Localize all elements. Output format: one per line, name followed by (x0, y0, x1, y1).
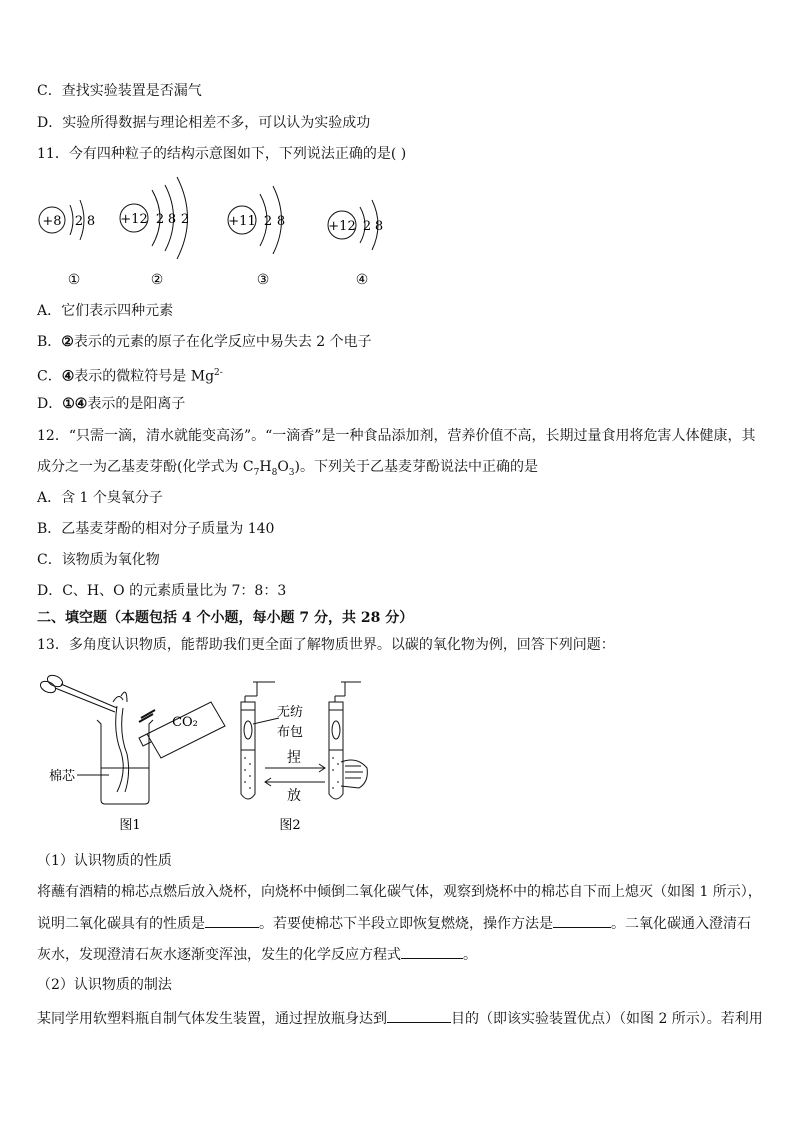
q12-option-b: B．乙基麦芽酚的相对分子质量为 140 (37, 521, 275, 537)
answer-blank-2[interactable] (553, 914, 611, 928)
atom-diagram-3 (228, 186, 285, 288)
atom-diagram-1 (39, 200, 95, 288)
q13-part1-title: （1）认识物质的性质 (37, 853, 172, 869)
q13-part2-title: （2）认识物质的制法 (37, 977, 172, 993)
q12-stem-line2: 成分之一为乙基麦芽酚(化学式为 $C_7H_8O_3$)。下列关于乙基麦芽酚说法中正确的是 (37, 459, 538, 478)
atom-structure-diagrams (30, 172, 410, 292)
q11-option-d: D．①④表示的是阳离子 (37, 396, 186, 412)
q13-part1-line3: 灰水，发现澄清石灰水逐渐变浑浊，发生的化学反应方程式 。 (37, 947, 477, 963)
answer-blank-1[interactable] (205, 914, 259, 928)
q11-option-b: B．②表示的元素的原子在化学反应中易失去 2 个电子 (37, 334, 372, 350)
answer-blank-3[interactable] (401, 945, 463, 959)
atom-3-shell-1: 2 (263, 214, 273, 229)
atom-diagrams-svg (30, 172, 410, 292)
atom-2-nucleus: +12 (120, 212, 148, 227)
atom-1-nucleus: +8 (42, 214, 62, 229)
atom-1-shell-1: 2 (74, 214, 84, 229)
q13-part2-line1: 某同学用软塑料瓶自制气体发生装置，通过捏放瓶身达到 目的（即该实验装置优点）（如图 2 所示）。若利用 (37, 1011, 763, 1027)
q11-option-c: C．④表示的微粒符号是 $Mg^{2-}$ (37, 368, 223, 385)
atom-4-shell-1: 2 (362, 219, 372, 234)
figure-2-squeeze-label: 捏 (287, 750, 301, 766)
figure-1-co2-label: CO₂ (172, 715, 198, 730)
atom-2-label: ② (150, 272, 164, 288)
q12-option-d: D．C、H、O 的元素质量比为 7：8：3 (37, 583, 287, 599)
atom-2-shell-3: 2 (180, 212, 190, 227)
atom-3-shell-2: 8 (276, 214, 286, 229)
q13-figures (35, 672, 375, 840)
atom-3-nucleus: +11 (228, 214, 256, 229)
q13-part1-line1: 将蘸有酒精的棉芯点燃后放入烧杯，向烧杯中倾倒二氧化碳气体，观察到烧杯中的棉芯自下而上熄灭（如图 1 所示）， (37, 884, 762, 900)
atom-4-label: ④ (355, 272, 369, 288)
answer-blank-4[interactable] (387, 1009, 451, 1023)
q10-option-d: D．实验所得数据与理论相差不多，可以认为实验成功 (37, 115, 371, 131)
figure-2-release-label: 放 (287, 788, 301, 804)
figure-2-bag-label-2: 布包 (277, 725, 304, 740)
atom-3-label: ③ (256, 272, 270, 288)
figure-1 (39, 673, 225, 804)
figure-2 (241, 682, 367, 799)
atom-4-shell-2: 8 (374, 219, 384, 234)
atom-4-nucleus: +12 (328, 219, 356, 234)
figure-1-wick-label: 棉芯 (49, 769, 76, 784)
figure-1-caption: 图1 (119, 818, 141, 833)
q11-stem: 11．今有四种粒子的结构示意图如下，下列说法正确的是( ) (37, 146, 407, 162)
q12-option-a: A．含 1 个臭氧分子 (37, 490, 163, 506)
q11-option-a: A．它们表示四种元素 (37, 303, 174, 319)
figure-2-bag-label-1: 无纺 (277, 705, 304, 720)
atom-diagram-4 (328, 200, 383, 288)
atom-2-shell-2: 8 (167, 212, 177, 227)
q13-stem: 13．多角度认识物质，能帮助我们更全面了解物质世界。以碳的氧化物为例，回答下列问题： (37, 637, 615, 653)
q12-option-c: C．该物质为氧化物 (37, 552, 160, 568)
atom-2-shell-1: 2 (155, 212, 165, 227)
q10-option-c: C．查找实验装置是否漏气 (37, 83, 202, 99)
atom-1-shell-2: 8 (86, 214, 96, 229)
atom-diagram-2 (120, 177, 189, 288)
atom-1-label: ① (67, 272, 81, 288)
q13-part1-line2: 说明二氧化碳具有的性质是 。若要使棉芯下半段立即恢复燃烧，操作方法是 。二氧化碳通入澄清石 (37, 916, 751, 932)
q12-stem-line1: 12．“只需一滴，清水就能变高汤”。“一滴香”是一种食品添加剂，营养价值不高，长期过量食用将危害人体健康，其 (37, 428, 756, 444)
section-2-heading: 二、填空题（本题包括 4 个小题，每小题 7 分，共 28 分） (37, 610, 414, 626)
q13-figures-svg (35, 672, 375, 840)
figure-2-caption: 图2 (279, 818, 301, 833)
